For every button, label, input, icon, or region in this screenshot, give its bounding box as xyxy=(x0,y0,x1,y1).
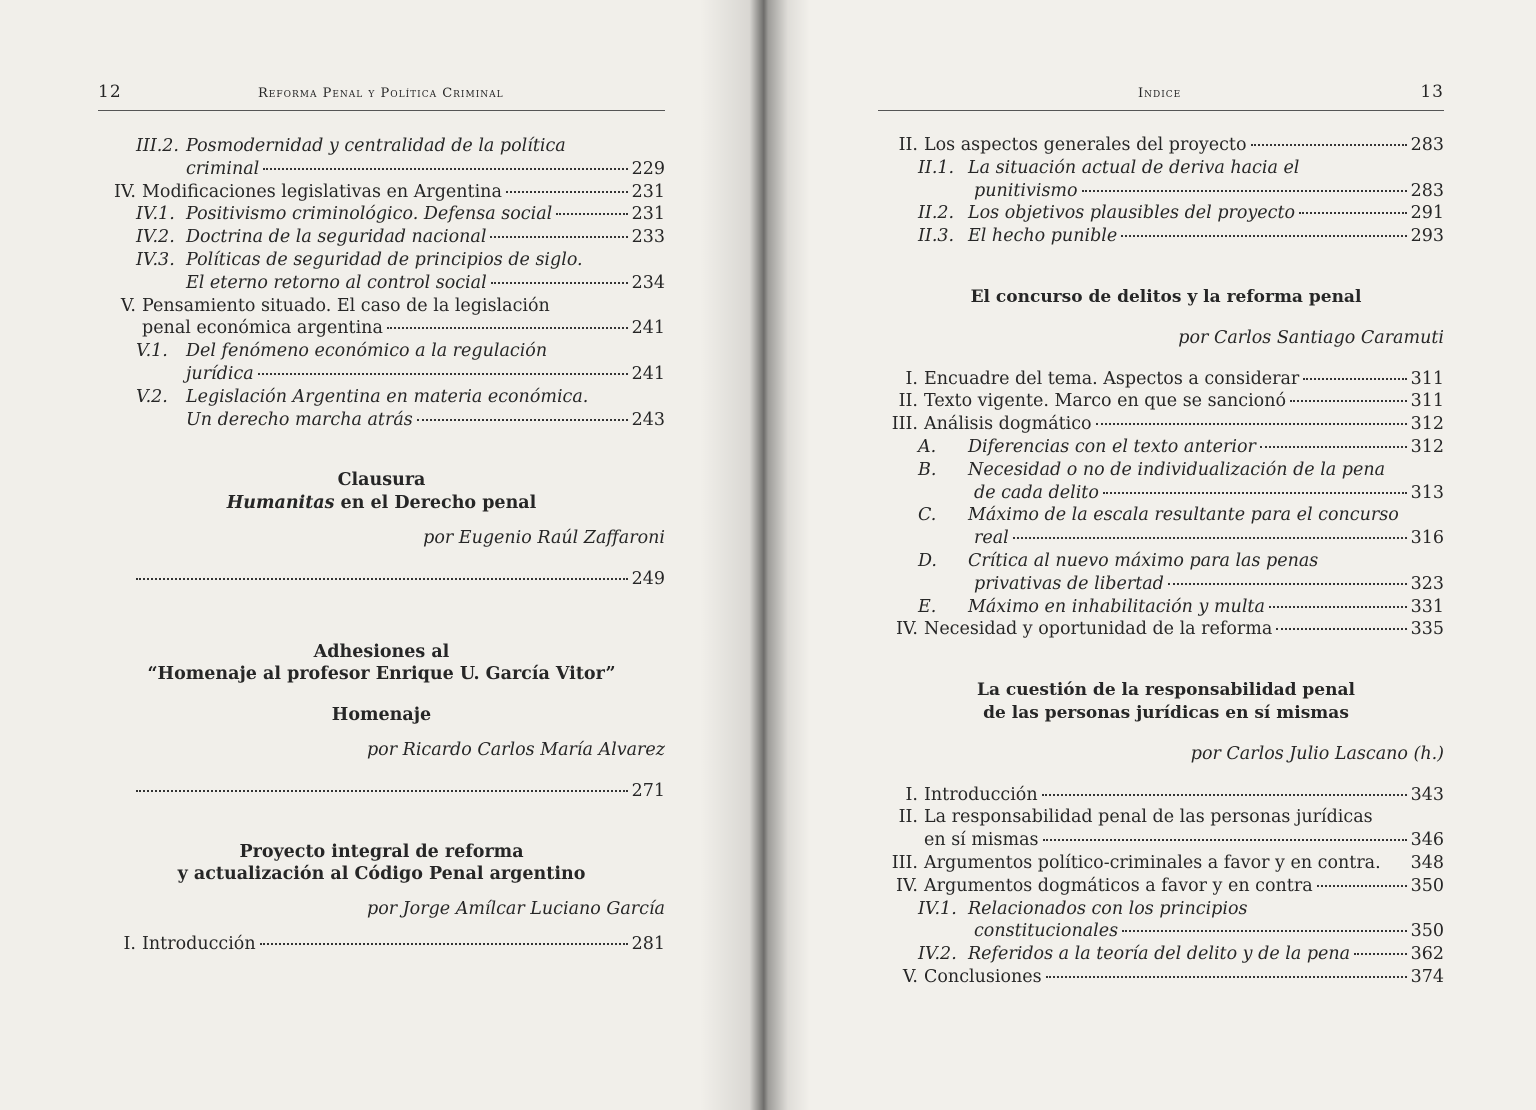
right-page-header xyxy=(878,82,1444,111)
entry-page: 311 xyxy=(1410,391,1444,412)
entry-number: C. xyxy=(918,505,937,526)
entry-number: II. xyxy=(898,391,918,412)
entry-page: 283 xyxy=(1410,180,1444,201)
toc-entry xyxy=(888,898,1444,921)
left-running-head: Reforma Penal y Política Criminal xyxy=(258,86,504,101)
entry-page: 231 xyxy=(631,181,665,202)
entry-number: IV. xyxy=(895,875,918,896)
toc-entry xyxy=(888,618,1444,641)
entry-title: Legislación Argentina en materia económica. xyxy=(186,386,589,407)
entry-page: 311 xyxy=(1410,368,1444,389)
right-running-head: Indice xyxy=(1138,86,1182,101)
entry-title: Doctrina de la seguridad nacional xyxy=(186,227,487,248)
entry-page: 350 xyxy=(1410,921,1444,942)
entry-number: A. xyxy=(918,436,937,457)
leader-dots xyxy=(387,327,628,329)
entry-page: 313 xyxy=(1410,482,1444,503)
entry-number: II. xyxy=(898,135,918,155)
entry-title-continuation: El eterno retorno al control social xyxy=(186,272,487,293)
entry-page: 350 xyxy=(1410,875,1444,896)
leader-dots xyxy=(1121,235,1406,237)
toc-entry xyxy=(888,966,1444,989)
entry-title: Argumentos dogmáticos a favor y en contra xyxy=(924,875,1313,896)
cuestion-author: por Carlos Julio Lascano (h.) xyxy=(1190,743,1444,764)
concurso-title: El concurso de delitos y la reforma penal xyxy=(970,286,1362,307)
entry-number: IV.2. xyxy=(918,944,957,965)
toc-entry xyxy=(888,943,1444,966)
entry-number: III. xyxy=(891,414,918,435)
homenaje-page-line xyxy=(98,780,665,803)
homenaje-page: 271 xyxy=(631,780,665,801)
entry-title: Relacionados con los principios xyxy=(968,898,1248,919)
entry-number: II.1. xyxy=(918,157,955,178)
entry-page: 343 xyxy=(1410,784,1444,805)
leader-dots xyxy=(258,373,628,375)
entry-title: Introducción xyxy=(924,784,1038,805)
entry-number: IV.1. xyxy=(918,898,957,919)
entry-title: Los aspectos generales del proyecto xyxy=(924,135,1247,155)
leader-dots xyxy=(1303,378,1406,380)
toc-entry-continuation xyxy=(888,527,1444,550)
toc-entry-continuation xyxy=(888,829,1444,852)
toc-entry xyxy=(888,157,1444,180)
toc-entry-continuation xyxy=(888,573,1444,596)
clausura-page-line xyxy=(98,568,665,591)
leader-dots xyxy=(1276,628,1406,630)
entry-title: Introducción xyxy=(142,933,256,954)
entry-page: 283 xyxy=(1410,135,1444,155)
right-toc xyxy=(888,134,1444,989)
entry-title: Máximo de la escala resultante para el concurso xyxy=(968,505,1399,526)
entry-page: 348 xyxy=(1410,852,1444,873)
toc-entry xyxy=(888,875,1444,898)
toc-entry xyxy=(888,784,1444,807)
toc-entry xyxy=(888,134,1444,157)
leader-dots xyxy=(1046,976,1407,978)
entry-title-continuation: Un derecho marcha atrás xyxy=(186,409,413,430)
leader-dots xyxy=(1260,446,1407,448)
entry-number: V.1. xyxy=(136,341,168,362)
leader-dots xyxy=(1013,537,1407,539)
entry-title: Máximo en inhabilitación y multa xyxy=(968,596,1265,617)
entry-number: I. xyxy=(905,784,918,805)
entry-number: IV.1. xyxy=(136,204,175,225)
entry-title: Conclusiones xyxy=(924,966,1042,987)
entry-page: 241 xyxy=(631,318,665,339)
toc-entry xyxy=(98,386,665,409)
leader-dots xyxy=(260,943,628,945)
leader-dots xyxy=(1096,423,1407,425)
entry-title: Del fenómeno económico a la regulación xyxy=(186,341,548,362)
entry-title: La situación actual de deriva hacia el xyxy=(968,157,1300,178)
clausura-subtitle xyxy=(98,492,665,515)
leader-dots xyxy=(1168,583,1407,585)
entry-page: 234 xyxy=(631,272,665,293)
entry-number: E. xyxy=(918,596,937,617)
toc-entry xyxy=(888,550,1444,573)
toc-entry-continuation xyxy=(888,920,1444,943)
entry-page: 243 xyxy=(631,409,665,430)
entry-title: Necesidad o no de individualización de la pena xyxy=(968,459,1386,480)
entry-page: 335 xyxy=(1410,619,1444,640)
leader-dots xyxy=(491,282,628,284)
toc-entry xyxy=(888,459,1444,482)
leader-dots xyxy=(417,419,628,421)
adhesiones-title-1: Adhesiones al xyxy=(313,641,450,662)
entry-title: Pensamiento situado. El caso de la legislación xyxy=(142,295,550,316)
entry-title: Encuadre del tema. Aspectos a considerar xyxy=(924,368,1300,389)
entry-title-continuation: punitivismo xyxy=(974,180,1078,201)
leader-dots xyxy=(556,213,627,215)
toc-entry xyxy=(888,390,1444,413)
entry-number: II. xyxy=(898,807,918,828)
entry-title-continuation: en sí mismas xyxy=(924,830,1039,851)
entry-number: D. xyxy=(918,550,937,571)
proyecto-title-1: Proyecto integral de reforma xyxy=(239,841,524,862)
toc-entry-continuation xyxy=(888,180,1444,203)
entry-page: 293 xyxy=(1410,226,1444,247)
toc-entry-continuation xyxy=(888,482,1444,505)
entry-number: II.3. xyxy=(918,226,955,247)
leader-dots xyxy=(1317,885,1407,887)
leader-dots xyxy=(1122,930,1407,932)
left-toc xyxy=(98,135,665,956)
toc-entry-continuation xyxy=(98,409,665,432)
entry-title: Crítica al nuevo máximo para las penas xyxy=(968,550,1319,571)
entry-number: V. xyxy=(120,295,136,316)
entry-title: Los objetivos plausibles del proyecto xyxy=(968,203,1296,224)
entry-number: IV. xyxy=(113,181,136,202)
entry-number: I. xyxy=(905,368,918,389)
toc-entry xyxy=(98,226,665,249)
toc-entry xyxy=(888,202,1444,225)
entry-title-continuation: criminal xyxy=(186,158,260,179)
cuestion-title-2: de las personas jurídicas en sí mismas xyxy=(983,702,1349,723)
leader-dots xyxy=(1103,492,1407,494)
entry-number: III.2. xyxy=(136,136,179,156)
toc-entry xyxy=(98,340,665,363)
leader-dots xyxy=(1251,144,1407,146)
adhesiones-title-2: “Homenaje al profesor Enrique U. García Vitor” xyxy=(147,664,616,685)
toc-entry xyxy=(888,368,1444,391)
toc-entry xyxy=(888,852,1444,875)
entry-number: IV.3. xyxy=(136,249,175,270)
toc-entry-continuation xyxy=(98,272,665,295)
entry-title-continuation: privativas de libertad xyxy=(974,573,1164,594)
clausura-subtitle-rest: en el Derecho penal xyxy=(334,493,537,514)
leader-dots xyxy=(506,191,628,193)
entry-number: I. xyxy=(123,933,136,954)
toc-entry xyxy=(98,135,665,158)
left-page-header xyxy=(98,82,665,111)
leader-dots xyxy=(136,790,628,792)
right-page-number: 13 xyxy=(1420,82,1444,102)
entry-number: IV.2. xyxy=(136,227,175,248)
entry-page: 316 xyxy=(1410,528,1444,549)
toc-entry xyxy=(888,504,1444,527)
entry-page: 231 xyxy=(631,204,665,225)
entry-page: 291 xyxy=(1410,203,1444,224)
toc-entry xyxy=(98,249,665,272)
leader-dots xyxy=(1269,606,1407,608)
toc-entry-continuation xyxy=(98,317,665,340)
entry-title: Necesidad y oportunidad de la reforma xyxy=(924,619,1273,640)
entry-number: V. xyxy=(902,966,918,987)
leader-dots xyxy=(1290,400,1407,402)
clausura-title: Clausura xyxy=(337,470,426,491)
homenaje-author: por Ricardo Carlos María Alvarez xyxy=(366,739,665,760)
entry-page: 362 xyxy=(1410,944,1444,965)
entry-number: V.2. xyxy=(136,386,168,407)
entry-title: Políticas de seguridad de principios de siglo. xyxy=(186,249,583,270)
entry-title-continuation: real xyxy=(974,528,1009,549)
entry-number: B. xyxy=(918,459,937,480)
leader-dots xyxy=(1354,953,1406,955)
proyecto-title-2: y actualización al Código Penal argentino xyxy=(177,864,586,885)
leader-dots xyxy=(1299,212,1407,214)
entry-number: IV. xyxy=(895,619,918,640)
left-page xyxy=(0,0,760,1110)
entry-number: II.2. xyxy=(918,203,955,224)
proyecto-author: por Jorge Amílcar Luciano García xyxy=(367,899,665,920)
left-page-number: 12 xyxy=(98,82,122,102)
entry-page: 312 xyxy=(1410,414,1444,435)
clausura-subtitle-italic: Humanitas xyxy=(226,493,335,514)
entry-title: Argumentos político-criminales a favor y en contra. xyxy=(924,852,1381,873)
entry-page: 374 xyxy=(1410,966,1444,987)
right-top-entries xyxy=(888,134,1444,248)
entry-page: 323 xyxy=(1410,573,1444,594)
entry-page: 233 xyxy=(631,227,665,248)
entry-title-continuation: jurídica xyxy=(186,363,254,384)
leader-dots xyxy=(1042,794,1407,796)
entry-number: III. xyxy=(891,852,918,873)
toc-entry xyxy=(888,413,1444,436)
entry-page: 229 xyxy=(631,158,665,179)
entry-page: 312 xyxy=(1410,436,1444,457)
entry-title-continuation: constitucionales xyxy=(974,921,1119,942)
cuestion-title-1: La cuestión de la responsabilidad penal xyxy=(977,680,1355,701)
toc-entry xyxy=(888,225,1444,248)
entry-page: 331 xyxy=(1410,596,1444,617)
toc-entry-continuation xyxy=(98,158,665,181)
entry-title: Análisis dogmático xyxy=(924,414,1092,435)
toc-entry xyxy=(888,596,1444,619)
toc-entry xyxy=(888,436,1444,459)
leader-dots xyxy=(263,168,627,170)
concurso-author: por Carlos Santiago Caramuti xyxy=(1178,327,1444,348)
toc-entry xyxy=(888,806,1444,829)
toc-entry xyxy=(98,181,665,204)
entry-title: Referidos a la teoría del delito y de la pena xyxy=(968,944,1351,965)
entry-title-continuation: penal económica argentina xyxy=(142,318,383,339)
leader-dots xyxy=(1082,190,1407,192)
left-top-entries xyxy=(98,135,665,431)
toc-entry-continuation xyxy=(98,363,665,386)
leader-dots xyxy=(1043,839,1407,841)
entry-title: Texto vigente. Marco en que se sancionó xyxy=(924,391,1287,412)
entry-page: 346 xyxy=(1410,830,1444,851)
clausura-page: 249 xyxy=(631,568,665,589)
entry-title-continuation: de cada delito xyxy=(974,482,1099,503)
entry-title: El hecho punible xyxy=(968,226,1118,247)
entry-page: 241 xyxy=(631,363,665,384)
toc-entry xyxy=(98,203,665,226)
concurso-entries xyxy=(888,368,1444,642)
entry-page: 281 xyxy=(631,933,665,954)
entry-title: Posmodernidad y centralidad de la política xyxy=(186,136,566,156)
leader-dots xyxy=(136,578,628,580)
homenaje-title: Homenaje xyxy=(331,705,432,726)
toc-entry xyxy=(98,295,665,318)
entry-title: Positivismo criminológico. Defensa social xyxy=(186,204,553,225)
leader-dots xyxy=(490,236,627,238)
entry-title: Modificaciones legislativas en Argentina xyxy=(142,181,502,202)
right-page xyxy=(760,0,1536,1110)
toc-entry xyxy=(98,933,665,956)
entry-title: Diferencias con el texto anterior xyxy=(968,436,1256,457)
entry-title: La responsabilidad penal de las personas jurídicas xyxy=(924,807,1373,828)
clausura-author: por Eugenio Raúl Zaffaroni xyxy=(423,527,665,548)
cuestion-entries xyxy=(888,784,1444,989)
